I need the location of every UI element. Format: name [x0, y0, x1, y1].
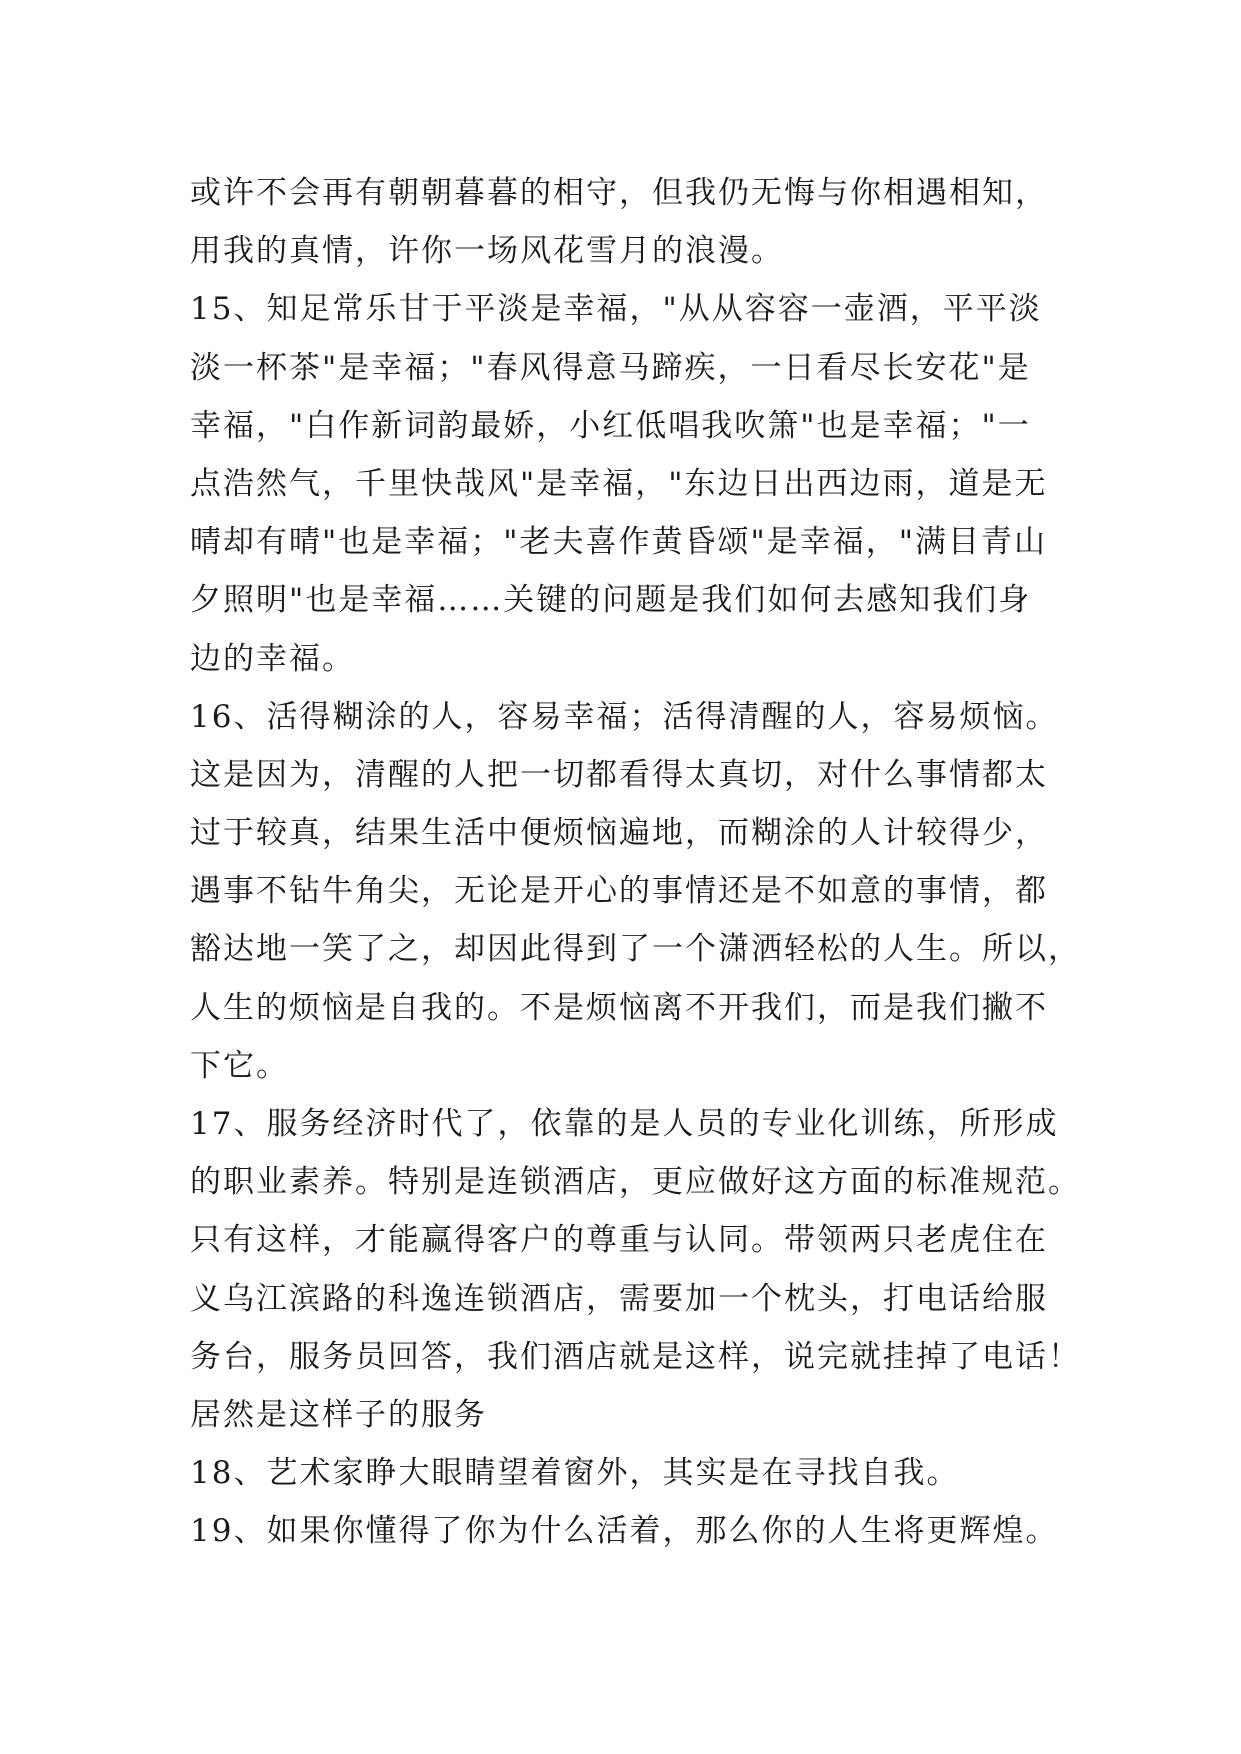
text-line: 遇事不钻牛角尖，无论是开心的事情还是不如意的事情，都 — [190, 873, 1048, 910]
body-text — [190, 164, 1090, 1561]
text-line: 过于较真，结果生活中便烦恼遍地，而糊涂的人计较得少， — [190, 815, 1048, 852]
text-line: 用我的真情，许你一场风花雪月的浪漫。 — [190, 233, 784, 270]
text-line: 16、活得糊涂的人，容易幸福；活得清醒的人，容易烦恼。 — [190, 698, 1059, 735]
text-line: 只有这样，才能赢得客户的尊重与认同。带领两只老虎住在 — [190, 1222, 1048, 1259]
text-line: 居然是这样子的服务 — [190, 1396, 487, 1433]
text-line: 夕照明"也是幸福……关键的问题是我们如何去感知我们身 — [190, 582, 1032, 619]
text-line: 晴却有晴"也是幸福；"老夫喜作黄昏颂"是幸福，"满目青山 — [190, 524, 1048, 561]
text-line: 的职业素养。特别是连锁酒店，更应做好这方面的标准规范。 — [190, 1164, 1081, 1201]
text-line: 下它。 — [190, 1047, 289, 1084]
text-line: 或许不会再有朝朝暮暮的相守，但我仍无悔与你相遇相知， — [190, 175, 1048, 211]
text-line: 边的幸福。 — [190, 640, 355, 677]
text-line: 豁达地一笑了之，却因此得到了一个潇洒轻松的人生。所以， — [190, 931, 1081, 968]
text-line: 义乌江滨路的科逸连锁酒店，需要加一个枕头，打电话给服 — [190, 1280, 1048, 1317]
text-line: 务台，服务员回答，我们酒店就是这样，说完就挂掉了电话！ — [190, 1338, 1081, 1375]
text-line: 19、如果你懂得了你为什么活着，那么你的人生将更辉煌。 — [190, 1513, 1059, 1550]
text-line: 点浩然气，千里快哉风"是幸福，"东边日出西边雨，道是无 — [190, 465, 1048, 502]
text-line: 17、服务经济时代了，依靠的是人员的专业化训练，所形成 — [190, 1106, 1059, 1142]
text-line: 淡一杯茶"是幸福；"春风得意马蹄疾，一日看尽长安花"是 — [190, 349, 1031, 386]
text-line: 幸福，"白作新词韵最娇，小红低唱我吹箫"也是幸福；"一 — [190, 407, 1031, 444]
text-line: 18、艺术家睁大眼睛望着窗外，其实是在寻找自我。 — [190, 1455, 960, 1492]
text-line: 15、知足常乐甘于平淡是幸福，"从从容容一壶酒，平平淡 — [190, 291, 1042, 328]
text-line: 这是因为，清醒的人把一切都看得太真切，对什么事情都太 — [190, 756, 1048, 793]
text-line: 人生的烦恼是自我的。不是烦恼离不开我们，而是我们撇不 — [190, 989, 1048, 1026]
